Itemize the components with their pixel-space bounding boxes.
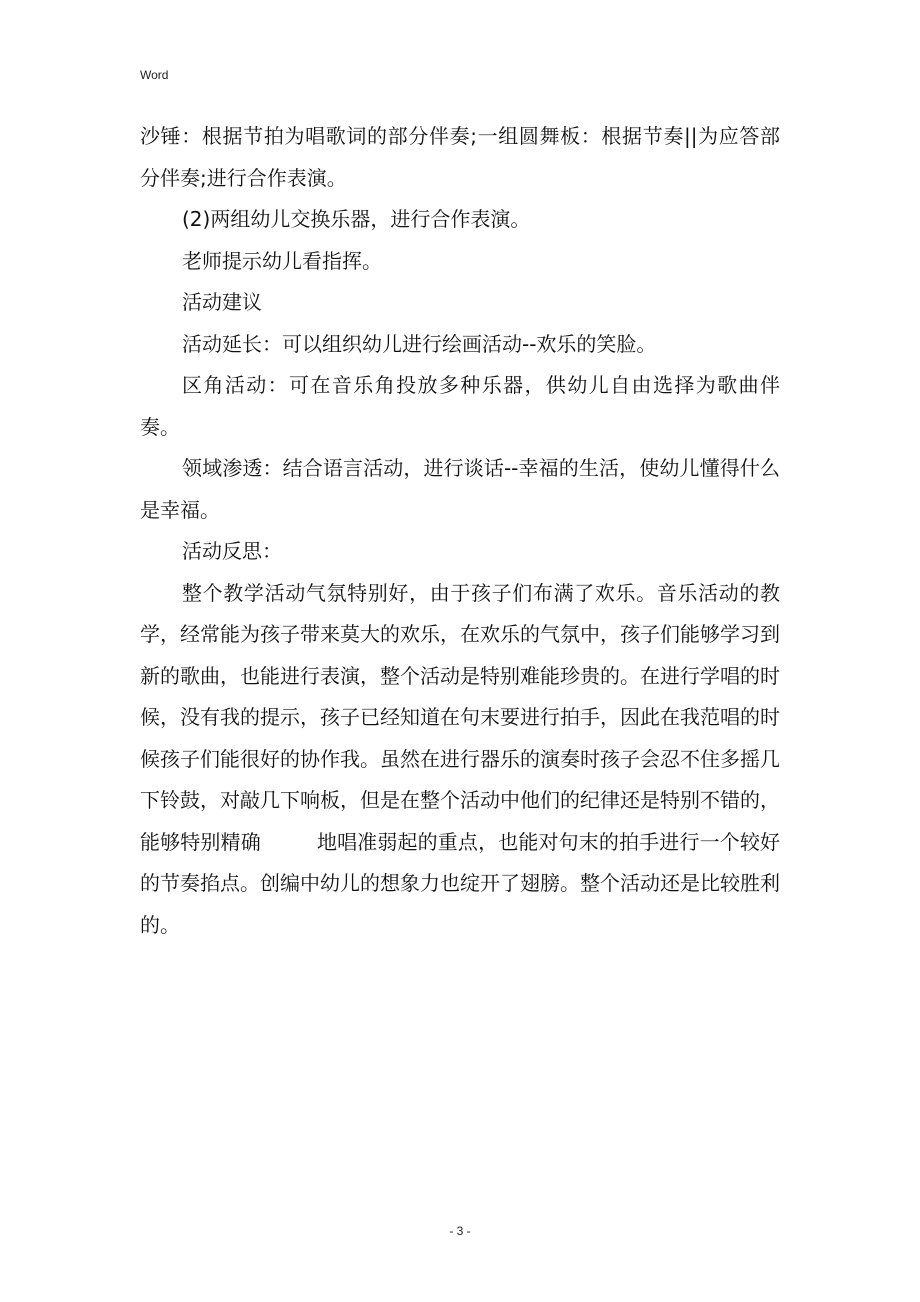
- section-heading-activity-suggestions: 活动建议: [182, 290, 262, 314]
- paragraph-swap-instruments: (2)两组幼儿交换乐器，进行合作表演。: [182, 207, 531, 231]
- paragraph-activity-extension: 活动延长：可以组织幼儿进行绘画活动--欢乐的笑脸。: [182, 331, 657, 356]
- paragraph-domain-integration: 领域渗透：结合语言活动，进行谈话--幸福的生活，使幼儿懂得什么是幸福。: [140, 456, 780, 522]
- document-body: [140, 116, 780, 946]
- document-header-label: Word: [140, 68, 169, 82]
- paragraph-teacher-hint: 老师提示幼儿看指挥。: [182, 248, 382, 273]
- reflection-text-part-1: 整个教学活动气氛特别好，由于孩子们布满了欢乐。音乐活动的教学，经常能为孩子带来莫大的欢乐，在欢乐的气氛中，孩子们能够学习到新的歌曲，也能进行表演，整个活动是特别难能珍贵的。在进行学唱的时候，没有我的提示，孩子已经知道在句末要进行拍手，因此在我范唱的时候孩子们能很好的协作我。虽然在进行器乐的演奏时孩子会忍不住多摇几下铃鼓，对敲几下响板，但是在整个活动中他们的纪律还是特别不错的，能够特别精确: [140, 580, 780, 854]
- paragraph-reflection-body: [140, 573, 780, 947]
- paragraph-corner-activity: 区角活动：可在音乐角投放多种乐器，供幼儿自由选择为歌曲伴奏。: [140, 373, 780, 439]
- paragraph-instrument-roles: 沙锤：根据节拍为唱歌词的部分伴奏;一组圆舞板：根据节奏||为应答部分伴奏;进行合作表演。: [140, 124, 780, 190]
- section-heading-reflection: 活动反思：: [182, 539, 282, 563]
- page-number: - 3 -: [449, 1224, 471, 1238]
- reflection-text-part-2: 地唱准弱起的重点，也能对句末的拍手进行一个较好的节奏掐点。创编中幼儿的想象力也绽开了翅膀。整个活动还是比较胜利的。: [140, 829, 781, 937]
